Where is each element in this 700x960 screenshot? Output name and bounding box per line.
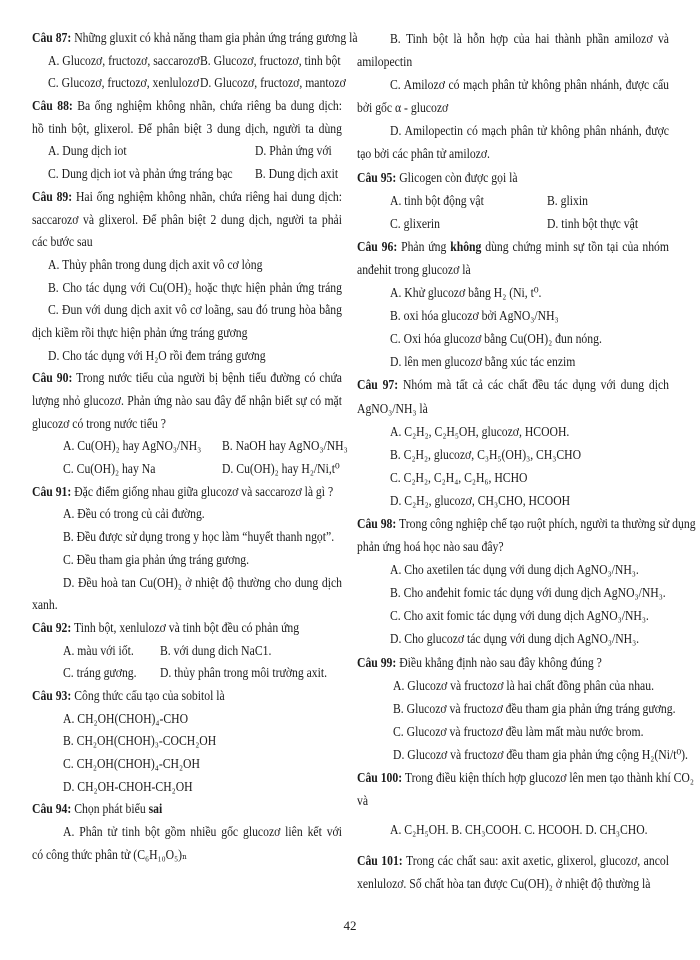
text-line bbox=[63, 730, 342, 753]
answer-option: D. Glucozơ, fructozơ, mantozơ bbox=[199, 75, 346, 91]
text-line bbox=[390, 420, 669, 443]
text-line bbox=[393, 674, 669, 697]
text-segment: anđehit trong glucozơ là bbox=[357, 261, 471, 277]
question-label: Câu 90: bbox=[32, 370, 73, 386]
text-segment: Phản ứng bbox=[397, 238, 451, 254]
question-line bbox=[32, 617, 342, 640]
text-line bbox=[63, 435, 348, 458]
text-segment: D. Glucozơ và fructozơ đều tham gia phản ứng cộng H₂(Ni/t⁰). bbox=[393, 746, 688, 762]
text-line bbox=[393, 743, 688, 766]
text-line bbox=[390, 27, 669, 50]
text-segment: D. lên men glucozơ bằng xúc tác enzim bbox=[390, 354, 576, 370]
text-segment: B. Glucozơ và fructozơ đều tham gia phản ứng tráng gương. bbox=[393, 700, 676, 716]
question-line bbox=[32, 798, 342, 821]
text-line bbox=[357, 96, 669, 119]
text-segment: C. Đều tham gia phản ứng tráng gương. bbox=[63, 551, 250, 567]
question-label: Câu 96: bbox=[357, 238, 398, 254]
text-segment: B. Đều được sử dụng trong y học làm “huyết thanh ngọt”. bbox=[63, 529, 335, 545]
text-line bbox=[390, 558, 669, 581]
text-line bbox=[357, 258, 669, 281]
text-line bbox=[32, 322, 342, 345]
text-line bbox=[63, 526, 342, 549]
text-line bbox=[390, 73, 669, 96]
answer-option: C. Glucozơ, fructozơ, xenlulozơ bbox=[48, 75, 199, 91]
answer-option: C. Cu(OH)₂ hay Na bbox=[63, 461, 156, 477]
question-label: Câu 91: bbox=[32, 483, 72, 499]
text-line bbox=[357, 142, 669, 165]
text-line bbox=[390, 627, 669, 650]
text-segment: A. CH₂OH(CHOH)₄-CHO bbox=[63, 710, 189, 726]
text-line bbox=[48, 140, 342, 163]
text-line bbox=[48, 254, 342, 277]
text-segment: B. CH₂OH(CHOH)₃-COCH₂OH bbox=[63, 733, 217, 749]
answer-option: A. Glucozơ, fructozơ, saccarozơ bbox=[48, 52, 200, 68]
answer-option: B. Dung dịch axit bbox=[254, 166, 339, 182]
text-segment: D. Amilopectin có mạch phân tử không phân nhánh, được bbox=[390, 123, 669, 139]
text-segment: tạo bởi các phân tử amilozơ. bbox=[357, 146, 490, 162]
text-line bbox=[393, 697, 676, 720]
right-column bbox=[357, 27, 696, 895]
text-line bbox=[357, 789, 669, 812]
answer-option: B. với dung dich NaC1. bbox=[159, 642, 272, 658]
left-column bbox=[32, 27, 358, 866]
question-label: Câu 95: bbox=[357, 169, 397, 185]
answer-option: D. tinh bột thực vật bbox=[546, 215, 639, 231]
text-segment: C. Oxi hóa glucozơ bằng Cu(OH)₂ đun nóng. bbox=[390, 331, 602, 347]
text-line bbox=[390, 304, 669, 327]
text-segment: D. Cho glucozơ tác dụng với dung dịch AgNO₃/NH₃. bbox=[390, 631, 640, 647]
text-segment: C. CH₂OH(CHOH)₄-CH₂OH bbox=[63, 756, 200, 771]
answer-option: C. tráng gương. bbox=[63, 665, 137, 681]
emphasis-text: sai bbox=[148, 801, 163, 817]
text-segment: hồ tinh bột, glixerol. Để phân biệt 3 dung dịch, người ta dùng bbox=[32, 120, 342, 136]
text-line bbox=[390, 818, 669, 841]
question-line bbox=[32, 367, 342, 390]
answer-option: A. màu với iốt. bbox=[63, 642, 134, 658]
text-segment: xenlulozơ. Số chất hòa tan được Cu(OH)₂ ở nhiệt độ thường là bbox=[357, 876, 651, 892]
answer-option: A. Dung dịch iot bbox=[48, 143, 127, 159]
text-line bbox=[390, 327, 669, 350]
question-line bbox=[357, 166, 669, 189]
text-line bbox=[390, 350, 669, 373]
answer-option: A. tinh bột động vật bbox=[390, 192, 484, 208]
text-line bbox=[48, 163, 342, 186]
question-line bbox=[32, 95, 342, 118]
text-line bbox=[32, 594, 342, 617]
text-segment: C. Đun với dung dịch axit vô cơ loãng, sau đó trung hòa bằng bbox=[48, 302, 342, 318]
text-segment: Trong nước tiểu của người bị bệnh tiểu đường có chứa bbox=[76, 370, 342, 386]
text-line bbox=[48, 72, 346, 95]
answer-option: B. NaOH hay AgNO₃/NH₃ bbox=[221, 438, 348, 454]
text-segment: B. Cho anđehit fomic tác dụng với dung dịch AgNO₃/NH₃. bbox=[390, 585, 666, 601]
text-line bbox=[390, 212, 669, 235]
question-line bbox=[32, 27, 358, 50]
text-line bbox=[63, 572, 342, 595]
text-line bbox=[357, 397, 669, 420]
text-line bbox=[390, 489, 669, 512]
answer-option: C. Dung dịch iot và phản ứng tráng bạc bbox=[48, 166, 233, 182]
text-segment: D. Cho tác dụng với H₂O rồi đem tráng gương bbox=[48, 347, 266, 363]
text-segment: D. CH₂OH-CHOH-CH₂OH bbox=[63, 778, 193, 794]
page-number: 42 bbox=[343, 918, 357, 933]
text-segment: B. oxi hóa glucozơ bởi AgNO₃/NH₃ bbox=[390, 308, 559, 324]
question-label: Câu 92: bbox=[32, 619, 72, 635]
question-label: Câu 89: bbox=[32, 188, 73, 204]
text-line bbox=[48, 50, 342, 73]
text-segment: C. Amilozơ có mạch phân tử không phân nhánh, được cấu bbox=[390, 77, 669, 93]
answer-option: C. glixerin bbox=[390, 215, 441, 231]
text-line bbox=[390, 581, 669, 604]
text-segment: Trong các chất sau: axit axetic, glixerol, glucozơ, ancol bbox=[405, 853, 669, 869]
text-segment: Glicogen còn được gọi là bbox=[396, 169, 518, 185]
text-line bbox=[390, 281, 669, 304]
text-segment: Những gluxit có khả năng tham gia phản ứng tráng gương là bbox=[71, 30, 358, 45]
text-segment: xanh. bbox=[32, 597, 58, 613]
answer-option: D. Phản ứng với bbox=[254, 143, 332, 159]
text-line bbox=[63, 640, 342, 663]
text-segment: A. Khử glucozơ bằng H₂ (Ni, t⁰. bbox=[390, 285, 542, 301]
text-line bbox=[32, 209, 342, 232]
text-segment: có công thức phân tử (C₆H₁₀O₅)ₙ bbox=[32, 846, 188, 862]
text-line bbox=[63, 708, 342, 731]
text-line bbox=[390, 604, 669, 627]
question-line bbox=[357, 373, 669, 396]
text-segment: Đặc điểm giống nhau giữa glucozơ và saccarozơ là gì ? bbox=[71, 483, 334, 499]
text-line bbox=[357, 872, 669, 895]
text-segment: A. Glucozơ và fructozơ là hai chất đồng phân của nhau. bbox=[393, 677, 655, 693]
answer-option: A. Cu(OH)₂ hay AgNO₃/NH₃ bbox=[63, 438, 202, 454]
question-line bbox=[357, 849, 669, 872]
question-line bbox=[32, 481, 342, 504]
text-line bbox=[390, 466, 669, 489]
text-segment: dùng chứng minh sự tồn tại của nhóm bbox=[485, 238, 669, 254]
question-line bbox=[357, 235, 669, 258]
emphasis-text: không bbox=[450, 238, 482, 254]
question-label: Câu 94: bbox=[32, 801, 72, 817]
text-line bbox=[63, 753, 342, 776]
text-segment: B. Cho tác dụng với Cu(OH)₂ hoặc thực hiện phản ứng tráng bbox=[48, 279, 342, 295]
text-segment: glucozơ có trong nước tiểu ? bbox=[32, 415, 166, 431]
text-segment: Điều khẳng định nào sau đây không đúng ? bbox=[396, 654, 602, 670]
text-segment: phản ứng hoá học nào sau đây? bbox=[357, 539, 504, 555]
text-line bbox=[390, 443, 669, 466]
text-segment: Chọn phát biểu bbox=[71, 801, 149, 817]
text-line bbox=[48, 277, 342, 300]
text-segment: A. Đều có trong củ cải đường. bbox=[63, 506, 205, 522]
question-label: Câu 88: bbox=[32, 98, 73, 114]
text-line bbox=[48, 299, 342, 322]
text-segment: D. C₂H₂, glucozơ, CH₃CHO, HCOOH bbox=[390, 492, 571, 508]
question-label: Câu 97: bbox=[357, 377, 399, 393]
question-label: Câu 98: bbox=[357, 515, 397, 531]
text-segment: B. C₂H₂, glucozơ, C₃H₅(OH)₃, CH₃CHO bbox=[390, 446, 582, 462]
text-line bbox=[63, 662, 342, 685]
text-line bbox=[63, 776, 342, 799]
text-segment: amilopectin bbox=[357, 54, 413, 70]
answer-option: D. thủy phân trong môi trường axit. bbox=[159, 665, 328, 681]
answer-option: B. glixin bbox=[546, 192, 588, 208]
text-line bbox=[32, 413, 342, 436]
text-line bbox=[32, 390, 342, 413]
text-line bbox=[32, 844, 342, 867]
question-label: Câu 100: bbox=[357, 770, 403, 785]
text-segment: C. C₂H₂, C₂H₄, C₂H₆, HCHO bbox=[390, 469, 528, 485]
answer-option: D. Cu(OH)₂ hay H₂/Ni,t⁰ bbox=[221, 461, 340, 477]
text-segment: các bước sau bbox=[32, 234, 93, 250]
text-segment: Tinh bột, xenlulozơ và tinh bột đều có phản ứng bbox=[71, 619, 300, 635]
text-segment: AgNO₃/NH₃ là bbox=[357, 400, 428, 416]
text-segment: B. Tinh bột là hỗn hợp của hai thành phần amilozơ và bbox=[390, 31, 669, 46]
question-line bbox=[32, 186, 342, 209]
question-line bbox=[357, 651, 669, 674]
text-segment: C. Glucozơ và fructozơ đều làm mất màu nước brom. bbox=[393, 723, 644, 739]
question-label: Câu 87: bbox=[32, 30, 72, 45]
text-segment: A. Cho axetilen tác dụng với dung dịch AgNO₃/NH₃. bbox=[390, 562, 639, 578]
text-line bbox=[393, 720, 669, 743]
text-segment: A. Thủy phân trong dung dịch axit vô cơ lỏng bbox=[48, 256, 263, 272]
text-segment: A. Phân tử tinh bột gồm nhiều gốc glucozơ liên kết với bbox=[63, 824, 342, 840]
answer-option: B. Glucozơ, fructozơ, tinh bột bbox=[199, 52, 341, 68]
text-segment: Hai ống nghiệm không nhãn, chứa riêng hai dung dịch: bbox=[72, 188, 342, 204]
text-line bbox=[63, 549, 342, 572]
text-line bbox=[32, 231, 342, 254]
text-line bbox=[63, 503, 342, 526]
question-line bbox=[32, 685, 342, 708]
text-segment: Nhóm mà tất cả các chất đều tác dụng với dung dịch bbox=[398, 377, 669, 393]
text-segment: Trong công nghiệp chế tạo ruột phích, người ta thường sử dụng bbox=[396, 515, 696, 531]
text-line bbox=[63, 458, 342, 481]
text-line bbox=[390, 189, 669, 212]
question-line bbox=[357, 766, 694, 789]
question-label: Câu 93: bbox=[32, 687, 72, 703]
text-line bbox=[357, 50, 669, 73]
text-segment: Công thức cấu tạo của sobitol là bbox=[71, 687, 225, 703]
text-segment: D. Đều hoà tan Cu(OH)₂ ở nhiệt độ thường cho dung dịch bbox=[63, 574, 342, 590]
question-label: Câu 99: bbox=[357, 654, 397, 670]
text-segment: A. C₂H₅OH. B. CH₃COOH. C. HCOOH. D. CH₃CHO. bbox=[390, 822, 648, 838]
text-line bbox=[48, 345, 342, 368]
question-label: Câu 101: bbox=[357, 853, 403, 869]
text-segment: và bbox=[357, 793, 369, 809]
text-segment: lượng nhỏ glucozơ. Phản ứng nào sau đây để nhận biết sự có mặt bbox=[32, 393, 342, 408]
text-segment: bởi gốc α - glucozơ bbox=[357, 100, 449, 116]
question-line bbox=[357, 512, 696, 535]
text-segment: Trong điều kiện thích hợp glucozơ lên men tạo thành khí CO₂ bbox=[402, 770, 694, 785]
text-line bbox=[32, 118, 342, 141]
text-segment: C. Cho axit fomic tác dụng với dung dịch AgNO₃/NH₃. bbox=[390, 608, 649, 624]
text-segment: saccarozơ và glixerol. Để phân biệt 2 dung dịch, người ta phải bbox=[32, 211, 342, 227]
text-line bbox=[390, 119, 669, 142]
text-line bbox=[63, 821, 342, 844]
text-segment: Ba ống nghiệm không nhãn, chứa riêng ba dung dịch: bbox=[77, 98, 342, 114]
text-line bbox=[357, 535, 669, 558]
text-segment: A. C₂H₂, C₂H₅OH, glucozơ, HCOOH. bbox=[390, 423, 570, 439]
text-segment: dịch kiềm rồi thực hiện phản ứng tráng gương bbox=[32, 324, 248, 340]
